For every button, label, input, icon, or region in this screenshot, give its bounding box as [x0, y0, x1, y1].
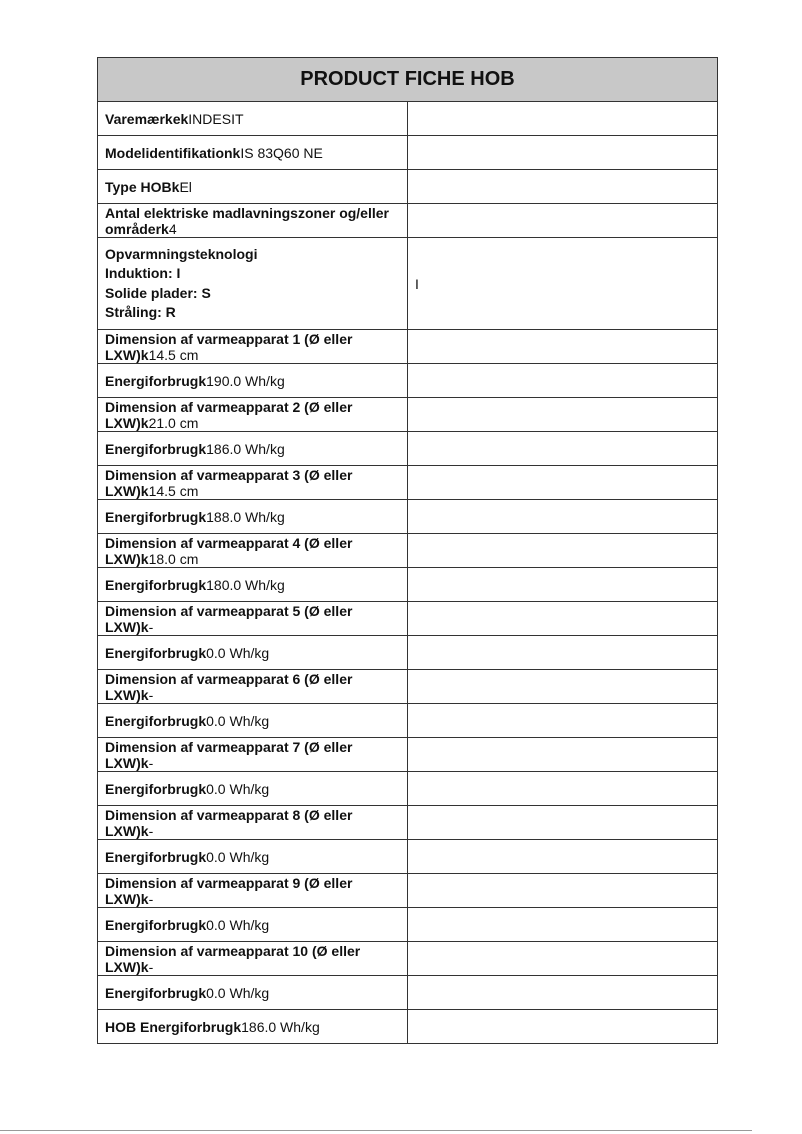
row-value: 0.0 Wh/kg	[206, 916, 270, 933]
row-second-cell	[408, 738, 718, 772]
table-row	[98, 670, 718, 704]
row-label: Dimension af varmeapparat 3 (Ø eller LXW)k	[105, 466, 353, 499]
table-row	[98, 568, 718, 602]
row-value: 0.0 Wh/kg	[206, 848, 270, 865]
row-label-cell	[98, 170, 408, 204]
row-value: -	[148, 686, 154, 703]
row-second-cell	[408, 602, 718, 636]
row-label: Energiforbrugk	[105, 848, 207, 865]
table-row	[98, 102, 718, 136]
fiche-body	[98, 102, 718, 1044]
heating-technology-line: Stråling: R	[105, 304, 176, 320]
row-label-cell	[98, 568, 408, 602]
row-second-cell	[408, 976, 718, 1010]
row-label: HOB Energiforbrugk	[105, 1018, 242, 1035]
row-label-cell	[98, 466, 408, 500]
row-label-cell	[98, 534, 408, 568]
row-second-cell	[408, 364, 718, 398]
row-label-cell	[98, 738, 408, 772]
table-row	[98, 1010, 718, 1044]
row-value: 4	[168, 220, 177, 237]
row-value: El	[179, 178, 192, 195]
table-row	[98, 806, 718, 840]
row-second-cell	[408, 908, 718, 942]
row-value: 0.0 Wh/kg	[206, 644, 270, 661]
row-label: Dimension af varmeapparat 1 (Ø eller LXW)k	[105, 330, 353, 363]
row-second-cell	[408, 772, 718, 806]
table-row	[98, 908, 718, 942]
table-row	[98, 738, 718, 772]
row-second-cell	[408, 534, 718, 568]
table-row	[98, 500, 718, 534]
heating-technology-row	[98, 238, 718, 330]
row-value: 0.0 Wh/kg	[206, 984, 270, 1001]
row-second-cell	[408, 568, 718, 602]
table-row	[98, 636, 718, 670]
heating-technology-label-cell	[98, 238, 408, 330]
row-label-cell	[98, 840, 408, 874]
row-value: IS 83Q60 NE	[240, 144, 323, 161]
row-second-cell	[408, 102, 718, 136]
row-label: Energiforbrugk	[105, 576, 207, 593]
row-label: Dimension af varmeapparat 8 (Ø eller LXW)k	[105, 806, 353, 839]
heating-technology-line: Solide plader: S	[105, 284, 211, 301]
table-row	[98, 330, 718, 364]
row-label: Dimension af varmeapparat 5 (Ø eller LXW)k	[105, 602, 353, 635]
row-second-cell	[408, 204, 718, 238]
row-label: Dimension af varmeapparat 6 (Ø eller LXW)k	[105, 670, 353, 703]
row-label-cell	[98, 500, 408, 534]
row-value: 190.0 Wh/kg	[206, 372, 285, 389]
table-row	[98, 466, 718, 500]
row-second-cell	[408, 806, 718, 840]
row-label-cell	[98, 636, 408, 670]
table-row	[98, 942, 718, 976]
row-label: Energiforbrugk	[105, 440, 207, 457]
footer-rule	[0, 1130, 752, 1131]
title-row	[98, 58, 718, 102]
row-value: INDESIT	[188, 110, 244, 127]
heating-technology-value: I	[408, 238, 718, 330]
row-value: 180.0 Wh/kg	[206, 576, 285, 593]
row-value: -	[148, 822, 154, 839]
row-label: Energiforbrugk	[105, 916, 207, 933]
table-row	[98, 874, 718, 908]
row-label: Energiforbrugk	[105, 508, 207, 525]
table-row	[98, 170, 718, 204]
row-label: Energiforbrugk	[105, 984, 207, 1001]
row-second-cell	[408, 942, 718, 976]
row-second-cell	[408, 636, 718, 670]
table-row	[98, 704, 718, 738]
row-label: Varemærkek	[105, 110, 189, 127]
fiche-title: PRODUCT FICHE HOB	[98, 58, 718, 102]
row-label-cell	[98, 1010, 408, 1044]
row-value: -	[148, 958, 154, 975]
row-label-cell	[98, 102, 408, 136]
row-value: 0.0 Wh/kg	[206, 712, 270, 729]
row-value: 18.0 cm	[148, 550, 199, 567]
row-label-cell	[98, 874, 408, 908]
row-second-cell	[408, 704, 718, 738]
row-label: Dimension af varmeapparat 2 (Ø eller LXW)k	[105, 398, 353, 431]
row-label: Antal elektriske madlavningszoner og/eller områderk	[105, 204, 389, 237]
row-value: 188.0 Wh/kg	[206, 508, 285, 525]
row-label: Dimension af varmeapparat 9 (Ø eller LXW)k	[105, 874, 353, 907]
row-label-cell	[98, 602, 408, 636]
table-row	[98, 364, 718, 398]
heating-technology-line: Opvarmningsteknologi	[105, 245, 258, 262]
row-label-cell	[98, 136, 408, 170]
row-value: 0.0 Wh/kg	[206, 780, 270, 797]
row-label-cell	[98, 204, 408, 238]
table-row	[98, 398, 718, 432]
row-value: 21.0 cm	[148, 414, 199, 431]
row-second-cell	[408, 330, 718, 364]
table-row	[98, 136, 718, 170]
row-label: Energiforbrugk	[105, 372, 207, 389]
row-label-cell	[98, 704, 408, 738]
row-label-cell	[98, 806, 408, 840]
row-label: Dimension af varmeapparat 4 (Ø eller LXW)k	[105, 534, 353, 567]
heating-technology-line: Induktion: I	[105, 265, 181, 281]
row-second-cell	[408, 170, 718, 204]
row-label-cell	[98, 330, 408, 364]
row-value: 14.5 cm	[148, 346, 199, 363]
row-label-cell	[98, 670, 408, 704]
row-label-cell	[98, 398, 408, 432]
row-second-cell	[408, 466, 718, 500]
product-fiche-table	[97, 57, 718, 1044]
row-label: Type HOBk	[105, 178, 180, 195]
row-label: Dimension af varmeapparat 10 (Ø eller LXW)k	[105, 942, 361, 975]
table-row	[98, 432, 718, 466]
row-value: 186.0 Wh/kg	[241, 1018, 320, 1035]
table-row	[98, 772, 718, 806]
row-second-cell	[408, 874, 718, 908]
row-label: Energiforbrugk	[105, 780, 207, 797]
table-row	[98, 976, 718, 1010]
row-label: Dimension af varmeapparat 7 (Ø eller LXW)k	[105, 738, 353, 771]
row-label: Energiforbrugk	[105, 644, 207, 661]
row-label-cell	[98, 976, 408, 1010]
table-row	[98, 602, 718, 636]
row-second-cell	[408, 398, 718, 432]
table-row	[98, 840, 718, 874]
row-label-cell	[98, 942, 408, 976]
row-second-cell	[408, 670, 718, 704]
table-row	[98, 204, 718, 238]
row-label-cell	[98, 364, 408, 398]
table-row	[98, 534, 718, 568]
row-second-cell	[408, 432, 718, 466]
row-second-cell	[408, 500, 718, 534]
row-second-cell	[408, 136, 718, 170]
row-label-cell	[98, 432, 408, 466]
row-label: Energiforbrugk	[105, 712, 207, 729]
row-label-cell	[98, 908, 408, 942]
row-label-cell	[98, 772, 408, 806]
row-value: -	[148, 618, 154, 635]
row-value: 186.0 Wh/kg	[206, 440, 285, 457]
row-label: Modelidentifikationk	[105, 144, 241, 161]
row-value: -	[148, 754, 154, 771]
row-second-cell	[408, 840, 718, 874]
row-value: 14.5 cm	[148, 482, 199, 499]
row-second-cell	[408, 1010, 718, 1044]
row-value: -	[148, 890, 154, 907]
